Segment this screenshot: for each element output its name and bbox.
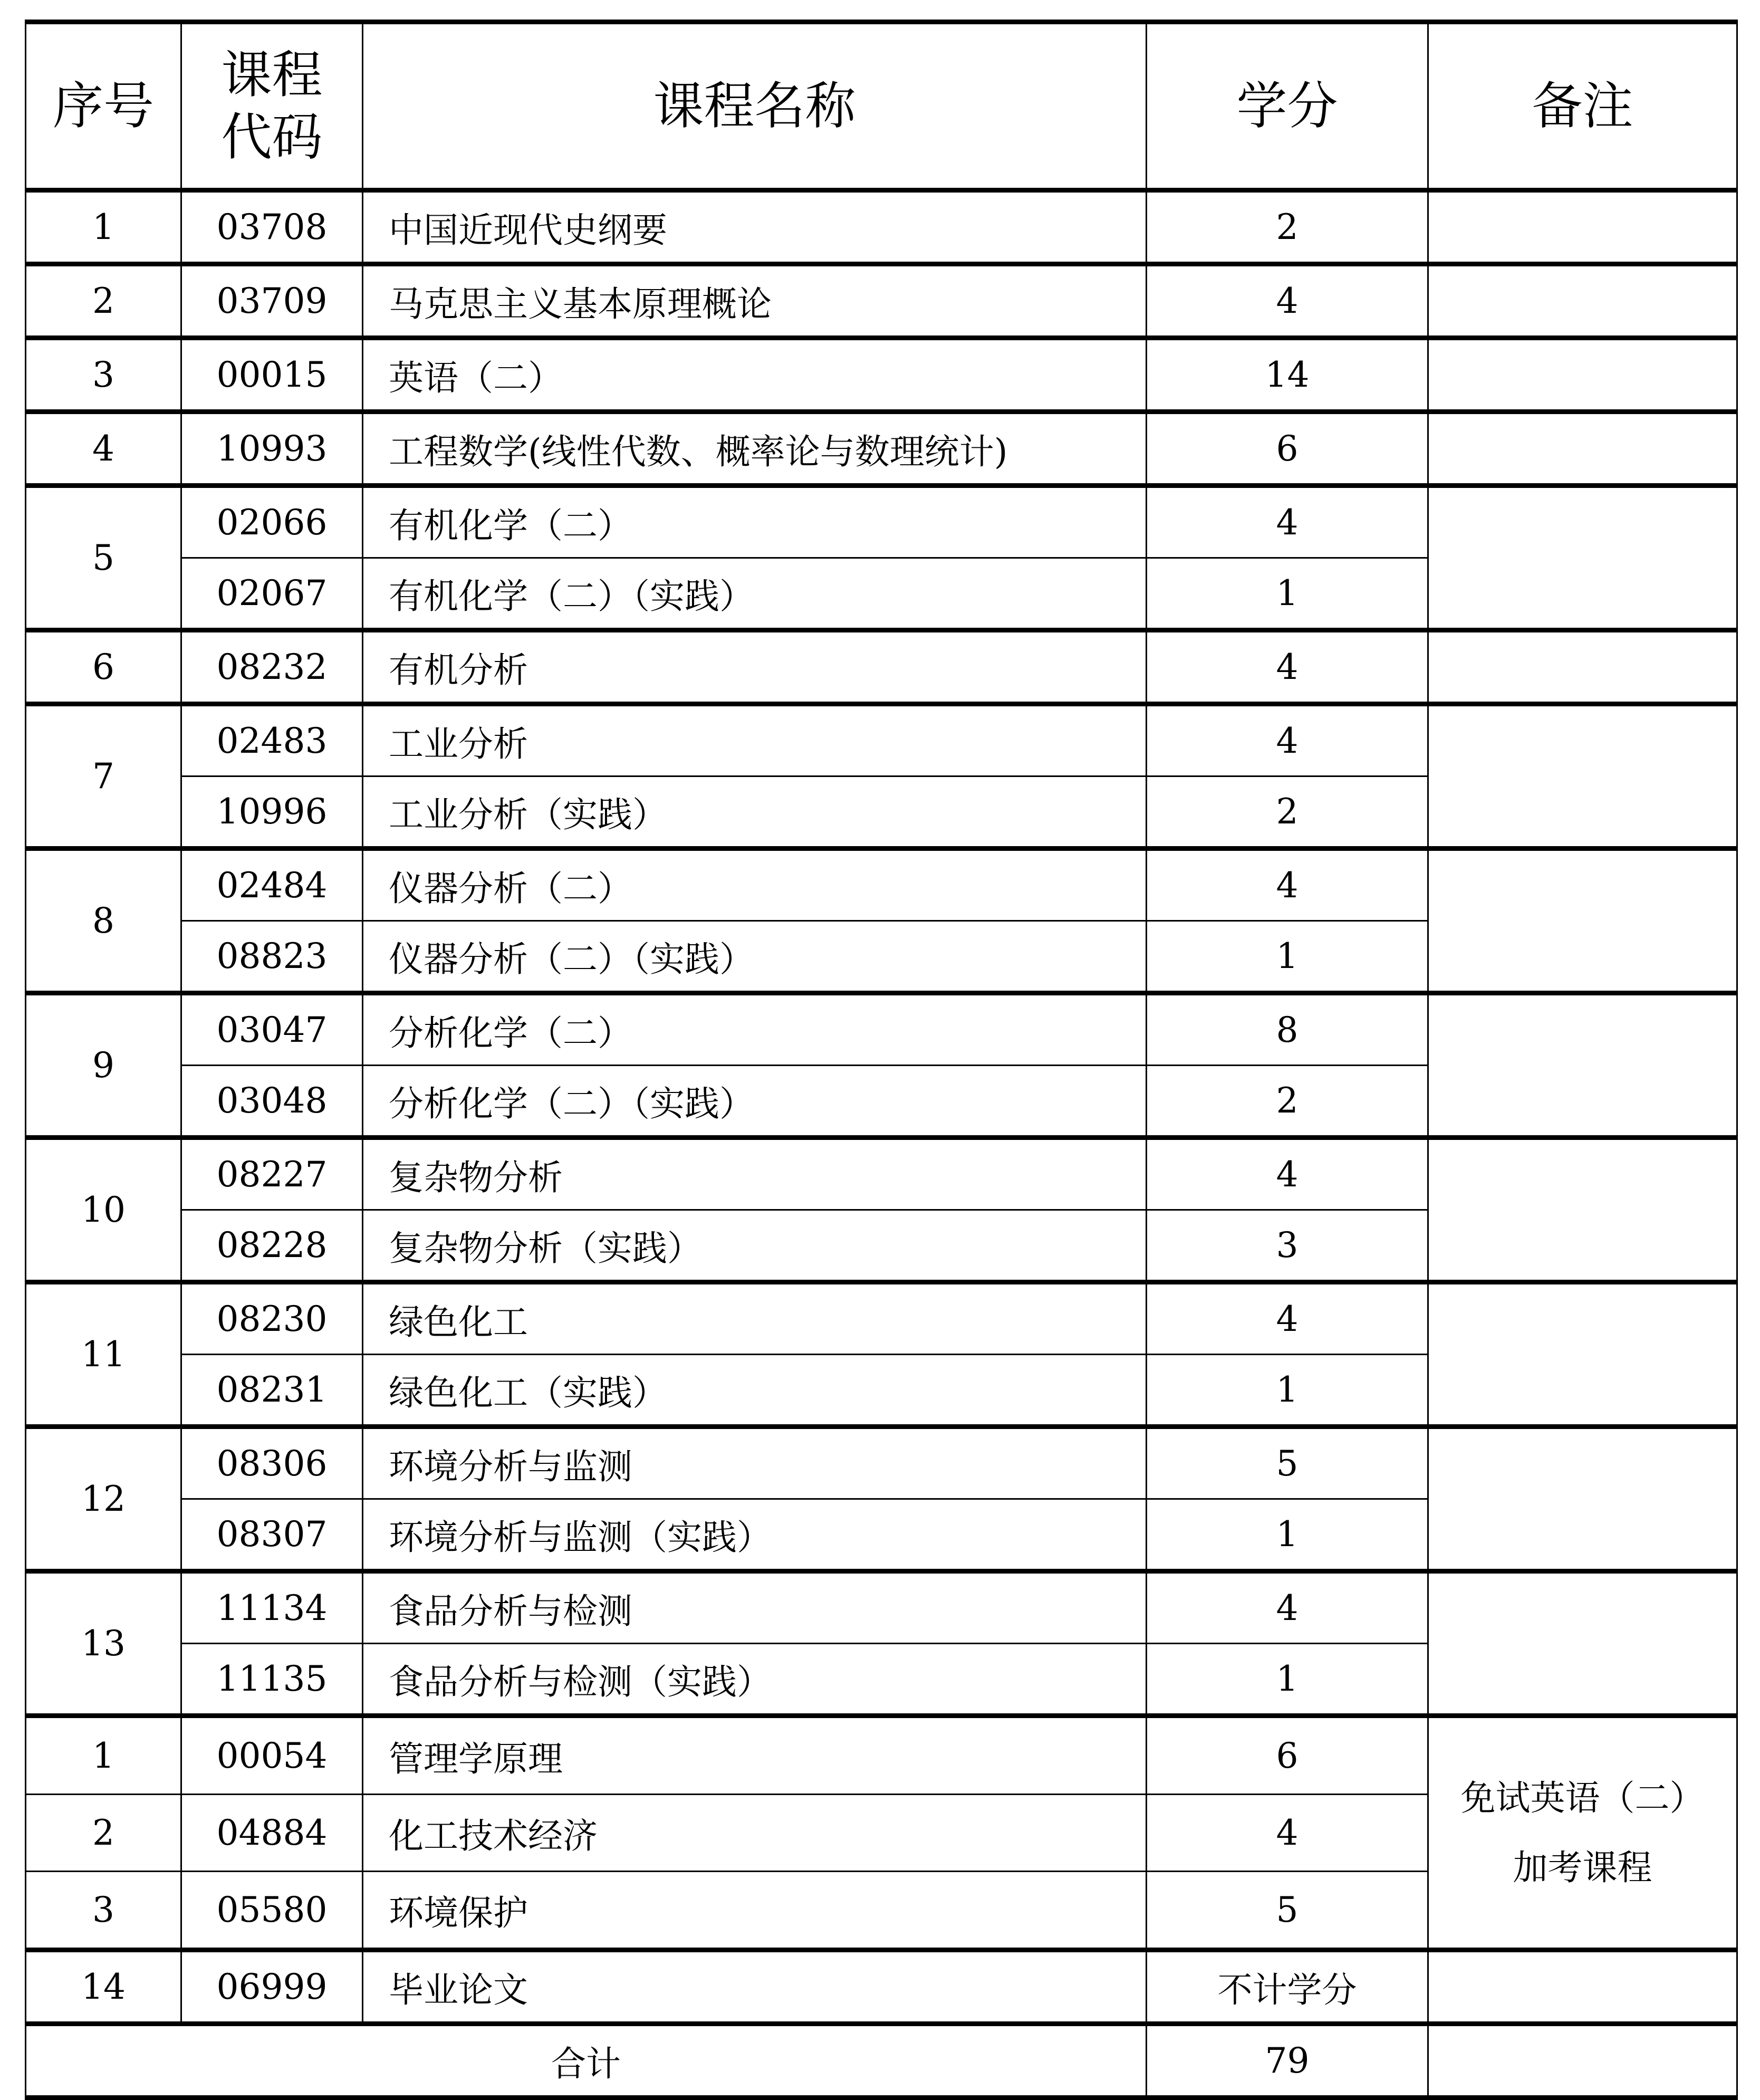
name-cell: 化工技术经济	[363, 1795, 1147, 1872]
name-cell: 食品分析与检测	[363, 1571, 1147, 1644]
code-cell: 06999	[181, 1950, 363, 2024]
name-cell: 绿色化工（实践）	[363, 1355, 1147, 1427]
note-cell	[1428, 264, 1737, 338]
seq-cell: 2	[26, 1795, 181, 1872]
credit-cell: 4	[1147, 849, 1428, 921]
note-cell	[1428, 849, 1737, 993]
course-table	[25, 20, 1738, 2100]
code-cell: 10996	[181, 776, 363, 849]
credit-cell: 4	[1147, 1571, 1428, 1644]
seq-cell: 3	[26, 1872, 181, 1950]
credit-cell: 4	[1147, 486, 1428, 558]
seq-cell: 14	[26, 1950, 181, 2024]
code-cell: 00015	[181, 338, 363, 412]
note-cell	[1428, 1138, 1737, 1282]
name-cell: 绿色化工	[363, 1282, 1147, 1355]
credit-cell: 1	[1147, 1499, 1428, 1571]
header-code-line1: 课程	[221, 45, 323, 104]
credit-cell: 1	[1147, 921, 1428, 993]
header-credit: 学分	[1147, 22, 1428, 190]
code-cell: 03708	[181, 190, 363, 264]
name-cell: 工业分析（实践）	[363, 776, 1147, 849]
seq-cell: 1	[26, 1716, 181, 1795]
credit-cell: 1	[1147, 1355, 1428, 1427]
credit-cell: 4	[1147, 1282, 1428, 1355]
note-cell	[1428, 1571, 1737, 1716]
code-cell: 08227	[181, 1138, 363, 1210]
table-row	[26, 190, 1737, 264]
code-cell: 08231	[181, 1355, 363, 1427]
table-row	[26, 338, 1737, 412]
code-cell: 11135	[181, 1644, 363, 1716]
seq-cell: 9	[26, 993, 181, 1138]
name-cell: 有机化学（二）	[363, 486, 1147, 558]
seq-cell: 7	[26, 704, 181, 849]
seq-cell: 10	[26, 1138, 181, 1282]
header-row	[26, 22, 1737, 190]
note-cell	[1428, 190, 1737, 264]
seq-cell: 11	[26, 1282, 181, 1427]
seq-cell: 1	[26, 190, 181, 264]
name-cell: 有机分析	[363, 630, 1147, 704]
extra-note-line1: 免试英语（二）	[1460, 1777, 1705, 1818]
credit-cell: 4	[1147, 704, 1428, 776]
table-row	[26, 1138, 1737, 1210]
code-cell: 02483	[181, 704, 363, 776]
table-row	[26, 704, 1737, 776]
thesis-row	[26, 1950, 1737, 2024]
code-cell: 08232	[181, 630, 363, 704]
credit-cell: 5	[1147, 1872, 1428, 1950]
header-code	[181, 22, 363, 190]
credit-cell: 4	[1147, 1795, 1428, 1872]
note-cell	[1428, 630, 1737, 704]
code-cell: 11134	[181, 1571, 363, 1644]
seq-cell: 4	[26, 412, 181, 486]
table-row	[26, 486, 1737, 558]
extra-note-line2: 加考课程	[1513, 1847, 1652, 1888]
note-cell	[1428, 704, 1737, 849]
name-cell: 仪器分析（二）	[363, 849, 1147, 921]
credit-cell: 2	[1147, 1066, 1428, 1138]
name-cell: 复杂物分析	[363, 1138, 1147, 1210]
code-cell: 02484	[181, 849, 363, 921]
credit-cell: 4	[1147, 630, 1428, 704]
total-label: 合计	[26, 2024, 1147, 2098]
name-cell: 工业分析	[363, 704, 1147, 776]
code-cell: 03709	[181, 264, 363, 338]
seq-cell: 6	[26, 630, 181, 704]
code-cell: 02066	[181, 486, 363, 558]
name-cell: 分析化学（二）（实践）	[363, 1066, 1147, 1138]
seq-cell: 2	[26, 264, 181, 338]
header-seq: 序号	[26, 22, 181, 190]
credit-cell: 1	[1147, 1644, 1428, 1716]
credit-cell: 3	[1147, 1210, 1428, 1282]
name-cell: 中国近现代史纲要	[363, 190, 1147, 264]
header-code-line2: 代码	[221, 108, 323, 167]
credit-cell: 6	[1147, 1716, 1428, 1795]
table-row	[26, 849, 1737, 921]
extra-note-cell	[1428, 1716, 1737, 1950]
name-cell: 环境分析与监测	[363, 1427, 1147, 1499]
name-cell: 仪器分析（二）（实践）	[363, 921, 1147, 993]
name-cell: 毕业论文	[363, 1950, 1147, 2024]
code-cell: 04884	[181, 1795, 363, 1872]
note-cell	[1428, 1950, 1737, 2024]
note-cell	[1428, 993, 1737, 1138]
table-row	[26, 264, 1737, 338]
name-cell: 工程数学(线性代数、概率论与数理统计)	[363, 412, 1147, 486]
note-cell	[1428, 486, 1737, 630]
note-cell	[1428, 338, 1737, 412]
name-cell: 管理学原理	[363, 1716, 1147, 1795]
code-cell: 10993	[181, 412, 363, 486]
header-note: 备注	[1428, 22, 1737, 190]
seq-cell: 13	[26, 1571, 181, 1716]
name-cell: 马克思主义基本原理概论	[363, 264, 1147, 338]
name-cell: 有机化学（二）（实践）	[363, 558, 1147, 630]
credit-cell: 1	[1147, 558, 1428, 630]
code-cell: 00054	[181, 1716, 363, 1795]
credit-cell: 不计学分	[1147, 1950, 1428, 2024]
code-cell: 08307	[181, 1499, 363, 1571]
table-row	[26, 412, 1737, 486]
code-cell: 08228	[181, 1210, 363, 1282]
note-cell	[1428, 1282, 1737, 1427]
name-cell: 环境分析与监测（实践）	[363, 1499, 1147, 1571]
table-row	[26, 1427, 1737, 1499]
note-cell	[1428, 412, 1737, 486]
extra-course-row	[26, 1716, 1737, 1795]
note-cell	[1428, 1427, 1737, 1571]
total-note	[1428, 2024, 1737, 2098]
code-cell: 08823	[181, 921, 363, 993]
code-cell: 08306	[181, 1427, 363, 1499]
name-cell: 英语（二）	[363, 338, 1147, 412]
seq-cell: 5	[26, 486, 181, 630]
table-row	[26, 993, 1737, 1066]
seq-cell: 8	[26, 849, 181, 993]
credit-cell: 5	[1147, 1427, 1428, 1499]
total-row	[26, 2024, 1737, 2098]
seq-cell: 3	[26, 338, 181, 412]
table-row	[26, 1571, 1737, 1644]
credit-cell: 4	[1147, 264, 1428, 338]
credit-cell: 2	[1147, 776, 1428, 849]
credit-cell: 2	[1147, 190, 1428, 264]
credit-cell: 14	[1147, 338, 1428, 412]
table-row	[26, 630, 1737, 704]
table-row	[26, 1282, 1737, 1355]
name-cell: 食品分析与检测（实践）	[363, 1644, 1147, 1716]
total-credit: 79	[1147, 2024, 1428, 2098]
credit-cell: 8	[1147, 993, 1428, 1066]
credit-cell: 4	[1147, 1138, 1428, 1210]
credit-cell: 6	[1147, 412, 1428, 486]
code-cell: 02067	[181, 558, 363, 630]
code-cell: 03048	[181, 1066, 363, 1138]
header-name: 课程名称	[363, 22, 1147, 190]
code-cell: 03047	[181, 993, 363, 1066]
code-cell: 08230	[181, 1282, 363, 1355]
table-body	[26, 190, 1737, 2098]
seq-cell: 12	[26, 1427, 181, 1571]
name-cell: 环境保护	[363, 1872, 1147, 1950]
name-cell: 分析化学（二）	[363, 993, 1147, 1066]
code-cell: 05580	[181, 1872, 363, 1950]
name-cell: 复杂物分析（实践）	[363, 1210, 1147, 1282]
